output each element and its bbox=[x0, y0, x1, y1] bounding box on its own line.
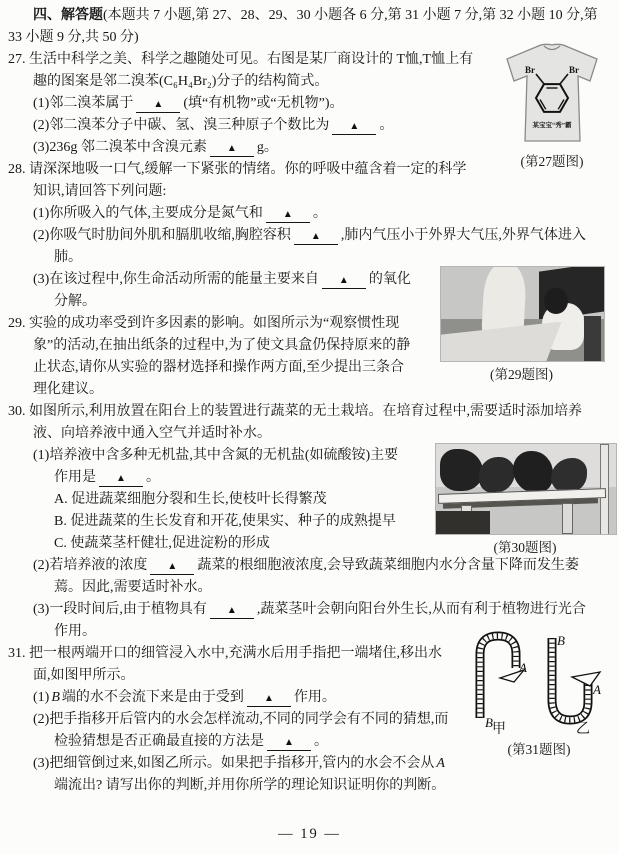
q30-sub2-tail: 蔬菜的根细胞液浓度,会导致蔬菜细胞内水分含量下降而发生萎 bbox=[197, 558, 579, 573]
q28-sub1-tail: 。 bbox=[312, 206, 327, 221]
tube-jia bbox=[480, 636, 524, 718]
label-a-jia: A bbox=[519, 660, 527, 675]
q27-sub3 bbox=[8, 137, 505, 159]
q30-sub3-tail: ,蔬菜茎叶会朝向阳台外生长,从而有利于植物进行光合 bbox=[256, 602, 586, 617]
br-label-right: Br bbox=[569, 65, 579, 75]
section-header-line2: 33 小题 9 分,共 50 分) bbox=[8, 30, 139, 45]
answer-blank: ▲ bbox=[247, 691, 291, 707]
q30-option-a: A. 促进蔬菜细胞分裂和生长,使枝叶长得繁茂 bbox=[54, 492, 327, 507]
q30-sub3-text: (3)一段时间后,由于植物具有 bbox=[33, 602, 207, 617]
q30-option-c: C. 使蔬菜茎杆健壮,促进淀粉的形成 bbox=[54, 536, 270, 551]
q31-sub2-text: 检验猜想是否正确最直接的方法是 bbox=[54, 734, 264, 749]
answer-blank: ▲ bbox=[267, 735, 311, 751]
q28-sub1 bbox=[8, 203, 613, 225]
section-points: (本题共 7 小题,第 27、28、29、30 小题各 6 分,第 31 小题 7 分,第 32 小题 10 分,第 bbox=[103, 8, 598, 23]
label-b-yi: B bbox=[557, 633, 565, 648]
q31-sub1-tail: 作用。 bbox=[293, 690, 336, 705]
variable-a: A bbox=[436, 756, 445, 771]
q30-sub2-text: (2)若培养液的浓度 bbox=[33, 558, 148, 573]
q30-sub3-line2: 作用。 bbox=[54, 624, 96, 639]
photo-plant bbox=[440, 449, 483, 490]
q28-line1: 28. 请深深地吸一口气,缓解一下紧张的情绪。你的呼吸中蕴含着一定的科学 bbox=[8, 162, 467, 177]
variable-b: B bbox=[51, 690, 60, 705]
q31-sub2-line1: (2)把手指移开后管内的水会怎样流动,不同的同学会有不同的猜想,而 bbox=[33, 712, 449, 727]
photo-shade bbox=[436, 511, 490, 534]
tube-diagram bbox=[456, 628, 618, 736]
q27-sub2-tail: 。 bbox=[379, 118, 394, 133]
answer-blank: ▲ bbox=[210, 141, 254, 157]
br-label-left: Br bbox=[525, 65, 535, 75]
section-header-line1 bbox=[8, 5, 613, 27]
answer-blank: ▲ bbox=[136, 97, 180, 113]
q28-sub1-text: (1)你所吸入的气体,主要成分是氮气和 bbox=[33, 206, 263, 221]
q29-line3: 止状态,请你从实验的器材选择和操作两方面,至少提出三条合 bbox=[33, 360, 404, 375]
q30-sub1-line1: (1)培养液中含多种无机盐,其中含氮的无机盐(如硫酸铵)主要 bbox=[33, 448, 399, 463]
section-title: 四、解答题 bbox=[33, 8, 103, 23]
question-27 bbox=[8, 49, 505, 159]
q31-sub1-text: 端的水不会流下来是由于受到 bbox=[61, 690, 244, 705]
q28-sub3-tail: 的氧化 bbox=[368, 272, 411, 287]
q27-sub2 bbox=[8, 115, 505, 137]
q27-line2: 趣的图案是邻二溴苯(C₆H₄Br₂)分子的结构简式。 bbox=[33, 74, 329, 89]
q27-sub1 bbox=[8, 93, 505, 115]
q29-line2: 象”的活动,在抽出纸条的过程中,为了使文具盒仍保持原来的静 bbox=[33, 338, 411, 353]
q31-sub3-line1 bbox=[8, 753, 458, 775]
q30-sub1-text: 作用是 bbox=[54, 470, 96, 485]
q27-sub3-text: (3)236g 邻二溴苯中含溴元素 bbox=[33, 140, 207, 155]
q30-sub2 bbox=[8, 555, 613, 577]
q27-sub2-text: (2)邻二溴苯分子中碳、氢、溴三种原子个数比为 bbox=[33, 118, 330, 133]
q31-sub2-line2 bbox=[8, 731, 458, 753]
q30-sub1-tail: 。 bbox=[146, 470, 160, 485]
label-yi: 乙 bbox=[576, 722, 590, 736]
answer-blank: ▲ bbox=[210, 603, 254, 619]
q31-line2: 面,如图甲所示。 bbox=[33, 668, 135, 683]
label-a-yi: A bbox=[593, 682, 601, 697]
photo-plant bbox=[479, 457, 515, 493]
q30-photo bbox=[435, 443, 617, 535]
q31-sub3-line2: 端流出? 请写出你的判断,并用你所学的理论知识证明你的判断。 bbox=[54, 778, 446, 793]
q29-line4: 理化建议。 bbox=[33, 382, 103, 397]
q30-line2: 液、向培养液中通入空气并适时补水。 bbox=[33, 426, 271, 441]
q28-sub3-line2: 分解。 bbox=[54, 294, 96, 309]
q30-line1: 30. 如图所示,利用放置在阳台上的装置进行蔬菜的无土栽培。在培育过程中,需要适时添加培养 bbox=[8, 404, 582, 419]
answer-blank: ▲ bbox=[332, 119, 376, 135]
page-number: — 19 — bbox=[278, 826, 341, 842]
q30-figure-caption: (第30题图) bbox=[493, 540, 557, 555]
photo-plant bbox=[551, 458, 587, 492]
question-31 bbox=[8, 643, 458, 797]
q27-line1: 27. 生活中科学之美、科学之趣随处可见。右图是某厂商设计的 T恤,T恤上有 bbox=[8, 52, 474, 67]
q29-line1: 29. 实验的成功率受到许多因素的影响。如图所示为“观察惯性现 bbox=[8, 316, 400, 331]
q27-sub1-tail: (填“有机物”或“无机物”)。 bbox=[183, 96, 344, 111]
answer-blank: ▲ bbox=[322, 273, 366, 289]
q31-figure bbox=[456, 628, 618, 759]
photo-chair bbox=[584, 316, 600, 361]
q30-option-b: B. 促进蔬菜的生长发育和开花,使果实、种子的成熟提早 bbox=[54, 514, 396, 529]
q27-sub1-text: (1)邻二溴苯属于 bbox=[33, 96, 134, 111]
tshirt-benzene-figure bbox=[500, 40, 604, 148]
q30-figure bbox=[435, 443, 617, 557]
photo-stand-leg bbox=[562, 503, 573, 534]
q31-sub2-tail: 。 bbox=[314, 734, 328, 749]
photo-plant bbox=[513, 451, 553, 492]
q27-sub3-tail: g。 bbox=[256, 140, 278, 155]
q28-line2: 知识,请回答下列问题: bbox=[33, 184, 167, 199]
q29-figure bbox=[440, 266, 603, 384]
photo-child-head bbox=[544, 288, 568, 314]
q28-sub2-line2: 肺。 bbox=[54, 250, 82, 265]
answer-blank: ▲ bbox=[99, 471, 143, 487]
q31-sub3-text: (3)把细管倒过来,如图乙所示。如果把手指移开,管内的水会不会从 bbox=[33, 756, 435, 771]
q28-sub2-text: (2)你吸气时肋间外肌和膈肌收缩,胸腔容积 bbox=[33, 228, 291, 243]
question-29 bbox=[8, 313, 433, 401]
q27-figure bbox=[500, 40, 606, 171]
tshirt-print-text: 某宝宝“秀”霸 bbox=[532, 122, 572, 129]
answer-blank: ▲ bbox=[150, 559, 194, 575]
label-b-jia: B bbox=[485, 715, 493, 730]
q31-sub1-num: (1) bbox=[33, 690, 50, 705]
answer-blank: ▲ bbox=[266, 207, 310, 223]
q29-photo bbox=[440, 266, 605, 362]
q28-sub2 bbox=[8, 225, 613, 247]
label-jia: 甲 bbox=[492, 722, 506, 736]
q31-line1: 31. 把一根两端开口的细管浸入水中,充满水后用手指把一端堵住,移出水 bbox=[8, 646, 442, 661]
q29-figure-caption: (第29题图) bbox=[490, 367, 553, 382]
q30-sub2-line2: 蔫。因此,需要适时补水。 bbox=[54, 580, 212, 595]
q28-sub3-text: (3)在该过程中,你生命活动所需的能量主要来自 bbox=[33, 272, 319, 287]
q27-figure-caption: (第27题图) bbox=[520, 154, 584, 169]
tube-yi bbox=[552, 638, 600, 720]
q31-figure-caption: (第31题图) bbox=[507, 742, 571, 757]
q31-sub1 bbox=[8, 687, 458, 709]
answer-blank: ▲ bbox=[294, 229, 338, 245]
q28-sub2-tail: ,肺内气压小于外界大气压,外界气体进入 bbox=[340, 228, 586, 243]
q30-sub3 bbox=[8, 599, 613, 621]
